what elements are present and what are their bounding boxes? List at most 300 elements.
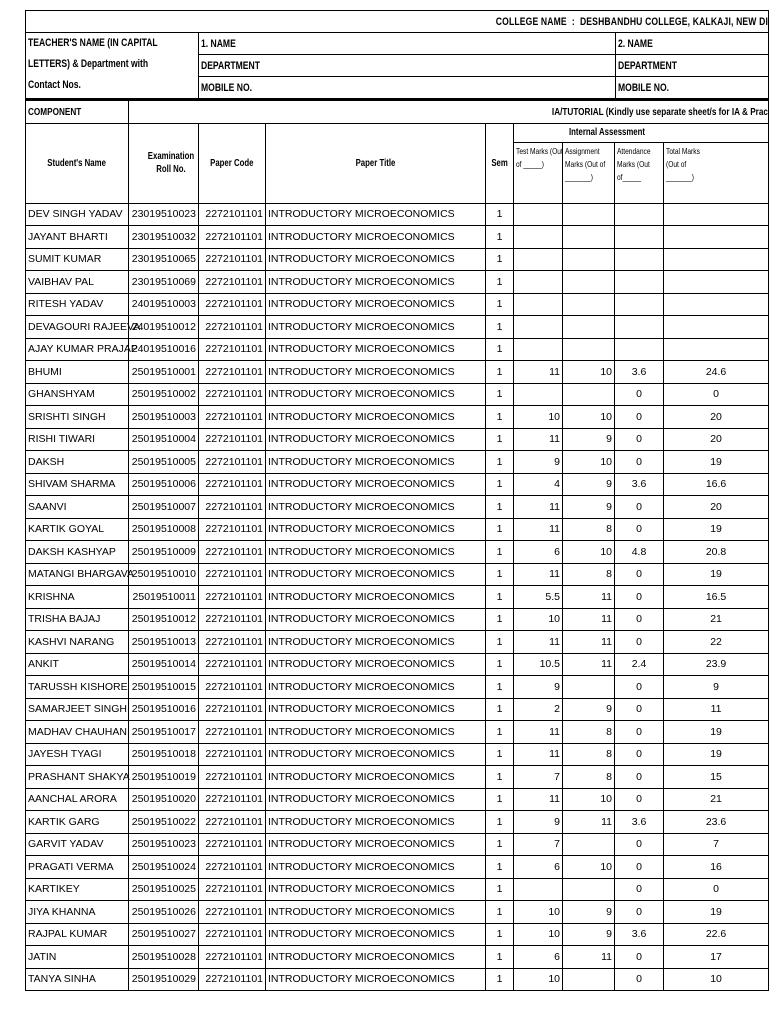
student-name-cell[interactable]: JIYA KHANNA [26, 901, 129, 924]
paper-code-cell[interactable]: 2272101101 [199, 766, 266, 789]
roll-no-cell[interactable]: 25019510008 [129, 518, 199, 541]
total-marks-cell[interactable]: 19 [664, 451, 769, 474]
attend-marks-cell[interactable]: 0 [615, 833, 664, 856]
attend-marks-cell[interactable] [615, 226, 664, 249]
test-marks-cell[interactable]: 11 [514, 563, 563, 586]
total-marks-cell[interactable]: 7 [664, 833, 769, 856]
col-header-sem[interactable]: Sem [486, 123, 514, 203]
test-marks-cell[interactable]: 11 [514, 743, 563, 766]
student-name-cell[interactable]: KRISHNA [26, 586, 129, 609]
paper-code-cell[interactable]: 2272101101 [199, 541, 266, 564]
roll-no-cell[interactable]: 24019510012 [129, 316, 199, 339]
student-name-cell[interactable]: JAYESH TYAGI [26, 743, 129, 766]
paper-code-cell[interactable]: 2272101101 [199, 271, 266, 294]
assign-marks-cell[interactable]: 10 [563, 406, 615, 429]
assign-marks-cell[interactable]: 9 [563, 496, 615, 519]
sem-cell[interactable]: 1 [486, 631, 514, 654]
paper-code-cell[interactable]: 2272101101 [199, 923, 266, 946]
attend-marks-cell[interactable]: 0 [615, 608, 664, 631]
test-marks-cell[interactable]: 10 [514, 406, 563, 429]
paper-code-cell[interactable]: 2272101101 [199, 631, 266, 654]
sem-cell[interactable]: 1 [486, 856, 514, 879]
component-label-cell[interactable] [26, 101, 129, 124]
total-marks-cell[interactable]: 22.6 [664, 923, 769, 946]
sem-cell[interactable]: 1 [486, 608, 514, 631]
total-marks-cell[interactable]: 11 [664, 698, 769, 721]
roll-no-cell[interactable]: 25019510029 [129, 968, 199, 991]
sem-cell[interactable]: 1 [486, 788, 514, 811]
sem-cell[interactable]: 1 [486, 473, 514, 496]
roll-no-cell[interactable]: 25019510022 [129, 811, 199, 834]
roll-no-cell[interactable]: 25019510003 [129, 406, 199, 429]
dept2-cell[interactable] [616, 55, 769, 77]
student-name-cell[interactable]: DEV SINGH YADAV [26, 203, 129, 226]
student-name-cell[interactable]: JATIN [26, 946, 129, 969]
assign-marks-cell[interactable]: 11 [563, 653, 615, 676]
paper-title-cell[interactable]: INTRODUCTORY MICROECONOMICS [266, 518, 486, 541]
assign-marks-cell[interactable]: 8 [563, 563, 615, 586]
roll-no-cell[interactable]: 24019510016 [129, 338, 199, 361]
assign-marks-cell[interactable]: 9 [563, 698, 615, 721]
sem-cell[interactable]: 1 [486, 248, 514, 271]
roll-no-cell[interactable]: 25019510020 [129, 788, 199, 811]
attend-marks-cell[interactable]: 0 [615, 631, 664, 654]
student-name-cell[interactable]: SRISHTI SINGH [26, 406, 129, 429]
mobile1-cell[interactable] [199, 77, 616, 100]
sem-cell[interactable]: 1 [486, 968, 514, 991]
paper-title-cell[interactable]: INTRODUCTORY MICROECONOMICS [266, 878, 486, 901]
paper-title-cell[interactable]: INTRODUCTORY MICROECONOMICS [266, 901, 486, 924]
sem-cell[interactable]: 1 [486, 406, 514, 429]
roll-no-cell[interactable]: 25019510026 [129, 901, 199, 924]
attend-marks-cell[interactable]: 0 [615, 901, 664, 924]
paper-title-cell[interactable]: INTRODUCTORY MICROECONOMICS [266, 631, 486, 654]
sem-cell[interactable]: 1 [486, 338, 514, 361]
total-marks-cell[interactable]: 16 [664, 856, 769, 879]
assign-marks-cell[interactable]: 9 [563, 923, 615, 946]
attend-marks-cell[interactable]: 0 [615, 946, 664, 969]
assign-marks-cell[interactable]: 10 [563, 541, 615, 564]
test-marks-cell[interactable]: 9 [514, 811, 563, 834]
roll-no-cell[interactable]: 25019510005 [129, 451, 199, 474]
roll-no-cell[interactable]: 25019510007 [129, 496, 199, 519]
paper-code-cell[interactable]: 2272101101 [199, 968, 266, 991]
paper-title-cell[interactable]: INTRODUCTORY MICROECONOMICS [266, 203, 486, 226]
total-marks-cell[interactable]: 22 [664, 631, 769, 654]
student-name-cell[interactable]: DEVAGOURI RAJEEVA [26, 316, 129, 339]
total-marks-cell[interactable]: 19 [664, 721, 769, 744]
student-name-cell[interactable]: SAMARJEET SINGH [26, 698, 129, 721]
total-marks-cell[interactable]: 19 [664, 518, 769, 541]
roll-no-cell[interactable]: 25019510027 [129, 923, 199, 946]
total-marks-cell[interactable]: 20 [664, 406, 769, 429]
sem-cell[interactable]: 1 [486, 293, 514, 316]
test-marks-cell[interactable]: 11 [514, 631, 563, 654]
student-name-cell[interactable]: RISHI TIWARI [26, 428, 129, 451]
roll-no-cell[interactable]: 25019510024 [129, 856, 199, 879]
col-header-assign[interactable]: Assignment Marks (Out of _______) [563, 142, 615, 203]
component-value-cell[interactable] [129, 101, 769, 124]
attend-marks-cell[interactable]: 0 [615, 428, 664, 451]
student-name-cell[interactable]: KARTIK GOYAL [26, 518, 129, 541]
student-name-cell[interactable]: GARVIT YADAV [26, 833, 129, 856]
total-marks-cell[interactable] [664, 226, 769, 249]
student-name-cell[interactable]: SHIVAM SHARMA [26, 473, 129, 496]
student-name-cell[interactable]: SUMIT KUMAR [26, 248, 129, 271]
sem-cell[interactable]: 1 [486, 226, 514, 249]
total-marks-cell[interactable]: 20 [664, 428, 769, 451]
roll-no-cell[interactable]: 25019510023 [129, 833, 199, 856]
roll-no-cell[interactable]: 25019510009 [129, 541, 199, 564]
student-name-cell[interactable]: RITESH YADAV [26, 293, 129, 316]
paper-title-cell[interactable]: INTRODUCTORY MICROECONOMICS [266, 856, 486, 879]
paper-title-cell[interactable]: INTRODUCTORY MICROECONOMICS [266, 788, 486, 811]
total-marks-cell[interactable]: 20.8 [664, 541, 769, 564]
roll-no-cell[interactable]: 25019510025 [129, 878, 199, 901]
assign-marks-cell[interactable]: 8 [563, 743, 615, 766]
total-marks-cell[interactable]: 16.6 [664, 473, 769, 496]
assign-marks-cell[interactable]: 11 [563, 946, 615, 969]
total-marks-cell[interactable]: 19 [664, 901, 769, 924]
paper-code-cell[interactable]: 2272101101 [199, 653, 266, 676]
roll-no-cell[interactable]: 25019510016 [129, 698, 199, 721]
paper-code-cell[interactable]: 2272101101 [199, 856, 266, 879]
paper-code-cell[interactable]: 2272101101 [199, 473, 266, 496]
student-name-cell[interactable]: PRAGATI VERMA [26, 856, 129, 879]
assign-marks-cell[interactable] [563, 226, 615, 249]
roll-no-cell[interactable]: 24019510003 [129, 293, 199, 316]
attend-marks-cell[interactable] [615, 293, 664, 316]
sem-cell[interactable]: 1 [486, 586, 514, 609]
roll-no-cell[interactable]: 25019510004 [129, 428, 199, 451]
paper-code-cell[interactable]: 2272101101 [199, 428, 266, 451]
test-marks-cell[interactable]: 2 [514, 698, 563, 721]
attend-marks-cell[interactable]: 0 [615, 586, 664, 609]
paper-code-cell[interactable]: 2272101101 [199, 361, 266, 384]
total-marks-cell[interactable] [664, 316, 769, 339]
student-name-cell[interactable]: PRASHANT SHAKYA [26, 766, 129, 789]
student-name-cell[interactable]: TRISHA BAJAJ [26, 608, 129, 631]
total-marks-cell[interactable]: 20 [664, 496, 769, 519]
total-marks-cell[interactable]: 10 [664, 968, 769, 991]
assign-marks-cell[interactable] [563, 833, 615, 856]
sem-cell[interactable]: 1 [486, 518, 514, 541]
test-marks-cell[interactable] [514, 316, 563, 339]
attend-marks-cell[interactable]: 3.6 [615, 811, 664, 834]
paper-title-cell[interactable]: INTRODUCTORY MICROECONOMICS [266, 811, 486, 834]
attend-marks-cell[interactable]: 0 [615, 968, 664, 991]
paper-code-cell[interactable]: 2272101101 [199, 833, 266, 856]
paper-code-cell[interactable]: 2272101101 [199, 721, 266, 744]
test-marks-cell[interactable]: 4 [514, 473, 563, 496]
test-marks-cell[interactable]: 10 [514, 608, 563, 631]
assign-marks-cell[interactable]: 9 [563, 473, 615, 496]
roll-no-cell[interactable]: 25019510028 [129, 946, 199, 969]
assign-marks-cell[interactable]: 9 [563, 428, 615, 451]
paper-title-cell[interactable]: INTRODUCTORY MICROECONOMICS [266, 338, 486, 361]
test-marks-cell[interactable]: 7 [514, 833, 563, 856]
attend-marks-cell[interactable]: 0 [615, 766, 664, 789]
total-marks-cell[interactable]: 19 [664, 563, 769, 586]
roll-no-cell[interactable]: 23019510032 [129, 226, 199, 249]
paper-code-cell[interactable]: 2272101101 [199, 788, 266, 811]
paper-code-cell[interactable]: 2272101101 [199, 293, 266, 316]
sem-cell[interactable]: 1 [486, 721, 514, 744]
roll-no-cell[interactable]: 25019510001 [129, 361, 199, 384]
attend-marks-cell[interactable]: 0 [615, 788, 664, 811]
paper-title-cell[interactable]: INTRODUCTORY MICROECONOMICS [266, 698, 486, 721]
paper-title-cell[interactable]: INTRODUCTORY MICROECONOMICS [266, 743, 486, 766]
col-header-test[interactable]: Test Marks (Out of _____) [514, 142, 563, 203]
attend-marks-cell[interactable]: 2.4 [615, 653, 664, 676]
assign-marks-cell[interactable] [563, 203, 615, 226]
paper-code-cell[interactable]: 2272101101 [199, 698, 266, 721]
student-name-cell[interactable]: DAKSH [26, 451, 129, 474]
student-name-cell[interactable]: MADHAV CHAUHAN [26, 721, 129, 744]
attend-marks-cell[interactable]: 0 [615, 406, 664, 429]
test-marks-cell[interactable] [514, 338, 563, 361]
attend-marks-cell[interactable]: 0 [615, 518, 664, 541]
assign-marks-cell[interactable] [563, 878, 615, 901]
student-name-cell[interactable]: BHUMI [26, 361, 129, 384]
student-name-cell[interactable]: RAJPAL KUMAR [26, 923, 129, 946]
roll-no-cell[interactable]: 25019510012 [129, 608, 199, 631]
sem-cell[interactable]: 1 [486, 203, 514, 226]
student-name-cell[interactable]: AANCHAL ARORA [26, 788, 129, 811]
paper-code-cell[interactable]: 2272101101 [199, 811, 266, 834]
name2-cell[interactable] [616, 33, 769, 55]
attend-marks-cell[interactable]: 0 [615, 743, 664, 766]
assign-marks-cell[interactable] [563, 968, 615, 991]
paper-title-cell[interactable]: INTRODUCTORY MICROECONOMICS [266, 248, 486, 271]
paper-code-cell[interactable]: 2272101101 [199, 316, 266, 339]
attend-marks-cell[interactable]: 0 [615, 563, 664, 586]
test-marks-cell[interactable]: 6 [514, 856, 563, 879]
test-marks-cell[interactable] [514, 248, 563, 271]
student-name-cell[interactable]: SAANVI [26, 496, 129, 519]
paper-title-cell[interactable]: INTRODUCTORY MICROECONOMICS [266, 721, 486, 744]
assign-marks-cell[interactable]: 9 [563, 901, 615, 924]
sem-cell[interactable]: 1 [486, 946, 514, 969]
paper-code-cell[interactable]: 2272101101 [199, 586, 266, 609]
student-name-cell[interactable]: AJAY KUMAR PRAJAP [26, 338, 129, 361]
col-header-paper-code[interactable]: Paper Code [199, 123, 266, 203]
test-marks-cell[interactable]: 11 [514, 788, 563, 811]
total-marks-cell[interactable]: 23.6 [664, 811, 769, 834]
attend-marks-cell[interactable]: 0 [615, 878, 664, 901]
paper-title-cell[interactable]: INTRODUCTORY MICROECONOMICS [266, 496, 486, 519]
paper-code-cell[interactable]: 2272101101 [199, 406, 266, 429]
roll-no-cell[interactable]: 25019510017 [129, 721, 199, 744]
paper-code-cell[interactable]: 2272101101 [199, 946, 266, 969]
assign-marks-cell[interactable] [563, 316, 615, 339]
student-name-cell[interactable]: VAIBHAV PAL [26, 271, 129, 294]
paper-code-cell[interactable]: 2272101101 [199, 608, 266, 631]
assign-marks-cell[interactable]: 8 [563, 766, 615, 789]
attend-marks-cell[interactable]: 3.6 [615, 361, 664, 384]
test-marks-cell[interactable] [514, 878, 563, 901]
paper-code-cell[interactable]: 2272101101 [199, 518, 266, 541]
roll-no-cell[interactable]: 25019510010 [129, 563, 199, 586]
total-marks-cell[interactable]: 9 [664, 676, 769, 699]
assign-marks-cell[interactable] [563, 248, 615, 271]
attend-marks-cell[interactable]: 0 [615, 451, 664, 474]
total-marks-cell[interactable]: 17 [664, 946, 769, 969]
paper-title-cell[interactable]: INTRODUCTORY MICROECONOMICS [266, 541, 486, 564]
test-marks-cell[interactable] [514, 271, 563, 294]
col-header-ia-group[interactable]: Internal Assessment [514, 123, 769, 142]
assign-marks-cell[interactable]: 8 [563, 721, 615, 744]
assign-marks-cell[interactable] [563, 383, 615, 406]
student-name-cell[interactable]: ANKIT [26, 653, 129, 676]
assign-marks-cell[interactable]: 10 [563, 856, 615, 879]
paper-title-cell[interactable]: INTRODUCTORY MICROECONOMICS [266, 361, 486, 384]
total-marks-cell[interactable]: 23.9 [664, 653, 769, 676]
assign-marks-cell[interactable]: 8 [563, 518, 615, 541]
total-marks-cell[interactable]: 21 [664, 608, 769, 631]
paper-title-cell[interactable]: INTRODUCTORY MICROECONOMICS [266, 406, 486, 429]
roll-no-cell[interactable]: 23019510069 [129, 271, 199, 294]
sem-cell[interactable]: 1 [486, 496, 514, 519]
roll-no-cell[interactable]: 25019510013 [129, 631, 199, 654]
attend-marks-cell[interactable]: 3.6 [615, 923, 664, 946]
assign-marks-cell[interactable]: 11 [563, 811, 615, 834]
paper-title-cell[interactable]: INTRODUCTORY MICROECONOMICS [266, 923, 486, 946]
paper-title-cell[interactable]: INTRODUCTORY MICROECONOMICS [266, 586, 486, 609]
sem-cell[interactable]: 1 [486, 361, 514, 384]
sem-cell[interactable]: 1 [486, 563, 514, 586]
roll-no-cell[interactable]: 25019510019 [129, 766, 199, 789]
test-marks-cell[interactable] [514, 226, 563, 249]
total-marks-cell[interactable]: 0 [664, 878, 769, 901]
paper-code-cell[interactable]: 2272101101 [199, 451, 266, 474]
total-marks-cell[interactable]: 15 [664, 766, 769, 789]
sem-cell[interactable]: 1 [486, 743, 514, 766]
roll-no-cell[interactable]: 25019510014 [129, 653, 199, 676]
paper-code-cell[interactable]: 2272101101 [199, 496, 266, 519]
total-marks-cell[interactable] [664, 271, 769, 294]
assign-marks-cell[interactable]: 10 [563, 361, 615, 384]
total-marks-cell[interactable]: 0 [664, 383, 769, 406]
paper-title-cell[interactable]: INTRODUCTORY MICROECONOMICS [266, 968, 486, 991]
test-marks-cell[interactable]: 10 [514, 968, 563, 991]
total-marks-cell[interactable]: 21 [664, 788, 769, 811]
student-name-cell[interactable]: TANYA SINHA [26, 968, 129, 991]
attend-marks-cell[interactable] [615, 203, 664, 226]
student-name-cell[interactable]: KASHVI NARANG [26, 631, 129, 654]
assign-marks-cell[interactable]: 11 [563, 586, 615, 609]
attend-marks-cell[interactable]: 0 [615, 721, 664, 744]
paper-code-cell[interactable]: 2272101101 [199, 901, 266, 924]
paper-title-cell[interactable]: INTRODUCTORY MICROECONOMICS [266, 428, 486, 451]
sem-cell[interactable]: 1 [486, 541, 514, 564]
assign-marks-cell[interactable]: 11 [563, 608, 615, 631]
test-marks-cell[interactable]: 6 [514, 541, 563, 564]
attend-marks-cell[interactable]: 0 [615, 676, 664, 699]
col-header-roll[interactable]: Examination Roll No. [129, 123, 199, 203]
sem-cell[interactable]: 1 [486, 878, 514, 901]
paper-code-cell[interactable]: 2272101101 [199, 743, 266, 766]
total-marks-cell[interactable]: 16.5 [664, 586, 769, 609]
col-header-attend[interactable]: Attendance Marks (Out of_____ [615, 142, 664, 203]
test-marks-cell[interactable]: 9 [514, 676, 563, 699]
total-marks-cell[interactable]: 19 [664, 743, 769, 766]
assign-marks-cell[interactable]: 11 [563, 631, 615, 654]
sem-cell[interactable]: 1 [486, 811, 514, 834]
name1-cell[interactable] [199, 33, 616, 55]
attend-marks-cell[interactable]: 0 [615, 698, 664, 721]
attend-marks-cell[interactable]: 3.6 [615, 473, 664, 496]
assign-marks-cell[interactable] [563, 271, 615, 294]
sem-cell[interactable]: 1 [486, 271, 514, 294]
attend-marks-cell[interactable] [615, 248, 664, 271]
assign-marks-cell[interactable] [563, 293, 615, 316]
sem-cell[interactable]: 1 [486, 766, 514, 789]
paper-code-cell[interactable]: 2272101101 [199, 383, 266, 406]
total-marks-cell[interactable] [664, 338, 769, 361]
roll-no-cell[interactable]: 25019510011 [129, 586, 199, 609]
col-header-name[interactable]: Student's Name [26, 123, 129, 203]
assign-marks-cell[interactable] [563, 676, 615, 699]
test-marks-cell[interactable] [514, 293, 563, 316]
roll-no-cell[interactable]: 23019510023 [129, 203, 199, 226]
test-marks-cell[interactable] [514, 203, 563, 226]
attend-marks-cell[interactable] [615, 271, 664, 294]
test-marks-cell[interactable]: 11 [514, 496, 563, 519]
assign-marks-cell[interactable]: 10 [563, 788, 615, 811]
sem-cell[interactable]: 1 [486, 698, 514, 721]
attend-marks-cell[interactable] [615, 338, 664, 361]
paper-title-cell[interactable]: INTRODUCTORY MICROECONOMICS [266, 766, 486, 789]
paper-title-cell[interactable]: INTRODUCTORY MICROECONOMICS [266, 383, 486, 406]
sem-cell[interactable]: 1 [486, 901, 514, 924]
test-marks-cell[interactable]: 10.5 [514, 653, 563, 676]
sem-cell[interactable]: 1 [486, 428, 514, 451]
paper-code-cell[interactable]: 2272101101 [199, 878, 266, 901]
sem-cell[interactable]: 1 [486, 923, 514, 946]
test-marks-cell[interactable]: 6 [514, 946, 563, 969]
sem-cell[interactable]: 1 [486, 676, 514, 699]
paper-title-cell[interactable]: INTRODUCTORY MICROECONOMICS [266, 226, 486, 249]
student-name-cell[interactable]: KARTIK GARG [26, 811, 129, 834]
test-marks-cell[interactable]: 11 [514, 518, 563, 541]
col-header-total[interactable]: Total Marks (Out of _______) [664, 142, 769, 203]
test-marks-cell[interactable]: 7 [514, 766, 563, 789]
paper-code-cell[interactable]: 2272101101 [199, 563, 266, 586]
sem-cell[interactable]: 1 [486, 383, 514, 406]
total-marks-cell[interactable]: 24.6 [664, 361, 769, 384]
attend-marks-cell[interactable] [615, 316, 664, 339]
paper-title-cell[interactable]: INTRODUCTORY MICROECONOMICS [266, 608, 486, 631]
paper-title-cell[interactable]: INTRODUCTORY MICROECONOMICS [266, 293, 486, 316]
paper-title-cell[interactable]: INTRODUCTORY MICROECONOMICS [266, 451, 486, 474]
total-marks-cell[interactable] [664, 293, 769, 316]
total-marks-cell[interactable] [664, 203, 769, 226]
test-marks-cell[interactable]: 11 [514, 428, 563, 451]
paper-code-cell[interactable]: 2272101101 [199, 338, 266, 361]
paper-code-cell[interactable]: 2272101101 [199, 248, 266, 271]
paper-code-cell[interactable]: 2272101101 [199, 203, 266, 226]
paper-title-cell[interactable]: INTRODUCTORY MICROECONOMICS [266, 473, 486, 496]
attend-marks-cell[interactable]: 0 [615, 496, 664, 519]
col-header-paper-title[interactable]: Paper Title [266, 123, 486, 203]
paper-title-cell[interactable]: INTRODUCTORY MICROECONOMICS [266, 946, 486, 969]
total-marks-cell[interactable] [664, 248, 769, 271]
test-marks-cell[interactable]: 10 [514, 923, 563, 946]
student-name-cell[interactable]: KARTIKEY [26, 878, 129, 901]
roll-no-cell[interactable]: 25019510018 [129, 743, 199, 766]
roll-no-cell[interactable]: 23019510065 [129, 248, 199, 271]
